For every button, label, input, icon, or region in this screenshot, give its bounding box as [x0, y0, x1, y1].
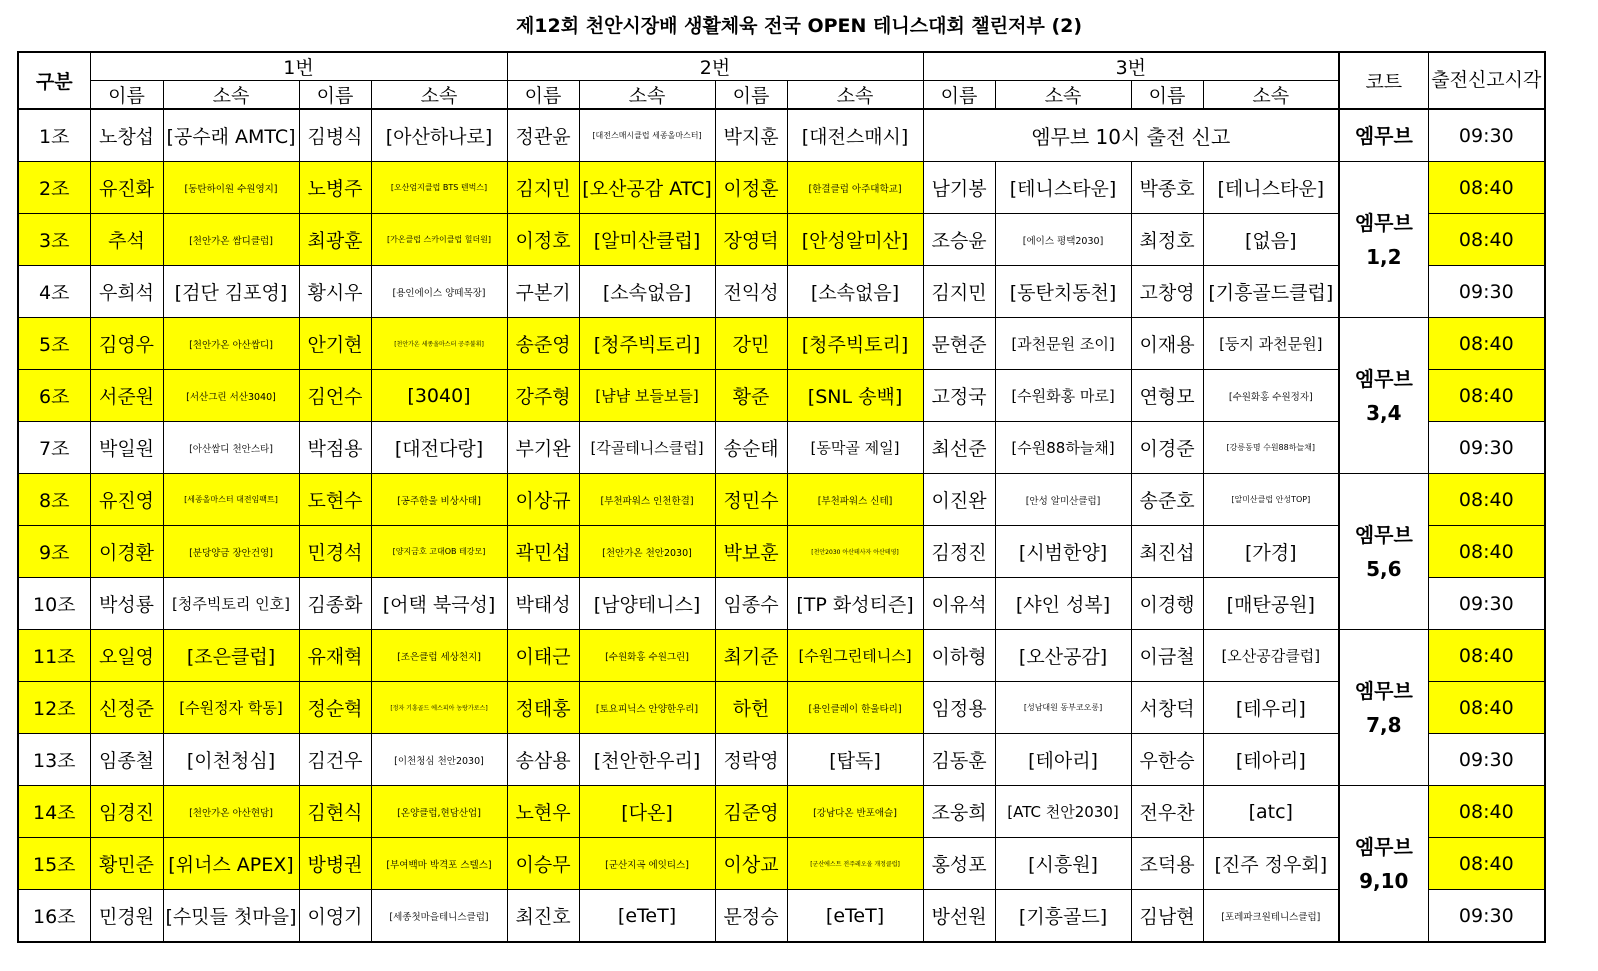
group-label: 14조 — [18, 786, 90, 838]
court-cell — [1339, 474, 1428, 630]
player-affiliation: [오산엄지클럽 BTS 텐벅스] — [371, 162, 507, 214]
player-name: 신정준 — [90, 682, 163, 734]
checkin-time: 09:30 — [1428, 266, 1545, 318]
header-row-columns — [18, 81, 1545, 110]
player-affiliation: [탑독] — [787, 734, 923, 786]
player-name: 박종호 — [1131, 162, 1203, 214]
player-name: 김동훈 — [923, 734, 995, 786]
table-row — [18, 474, 1545, 526]
player-affiliation: [조은클럽] — [163, 630, 299, 682]
checkin-time: 08:40 — [1428, 526, 1545, 578]
player-name: 김지민 — [507, 162, 579, 214]
header-name: 이름 — [299, 81, 371, 110]
player-name: 김종화 — [299, 578, 371, 630]
player-affiliation: [아산쌈디 천안스타] — [163, 422, 299, 474]
player-name: 박지훈 — [715, 109, 787, 162]
player-name: 전우찬 — [1131, 786, 1203, 838]
group-label: 2조 — [18, 162, 90, 214]
player-affiliation: [용인에이스 양떼목장] — [371, 266, 507, 318]
court-name: 엠무브 — [1354, 366, 1413, 391]
player-affiliation: [다온] — [579, 786, 715, 838]
table-row — [18, 109, 1545, 162]
group-label: 7조 — [18, 422, 90, 474]
player-name: 임정용 — [923, 682, 995, 734]
court-number: 3,4 — [1366, 400, 1402, 425]
player-affiliation: [부천파워스 인천한결] — [579, 474, 715, 526]
group-label: 6조 — [18, 370, 90, 422]
player-name: 조승윤 — [923, 214, 995, 266]
player-name: 도현수 — [299, 474, 371, 526]
player-name: 강민 — [715, 318, 787, 370]
player-name: 송삼용 — [507, 734, 579, 786]
player-affiliation: [동탄하이원 수원영지] — [163, 162, 299, 214]
court-number: 1,2 — [1366, 244, 1402, 269]
player-name: 박점용 — [299, 422, 371, 474]
table-row — [18, 890, 1545, 943]
header-affiliation: 소속 — [371, 81, 507, 110]
player-name: 이영기 — [299, 890, 371, 943]
player-name: 최기준 — [715, 630, 787, 682]
player-affiliation: [ATC 천안2030] — [995, 786, 1131, 838]
header-affiliation: 소속 — [787, 81, 923, 110]
notice-text: 엠무브 10시 출전 신고 — [923, 109, 1339, 162]
player-affiliation: [샤인 성복] — [995, 578, 1131, 630]
player-name: 송준영 — [507, 318, 579, 370]
checkin-time: 09:30 — [1428, 734, 1545, 786]
player-name: 최선준 — [923, 422, 995, 474]
player-name: 최광훈 — [299, 214, 371, 266]
table-row — [18, 318, 1545, 370]
player-name: 강주형 — [507, 370, 579, 422]
player-name: 김건우 — [299, 734, 371, 786]
player-affiliation: [검단 김포영] — [163, 266, 299, 318]
table-row — [18, 526, 1545, 578]
player-affiliation: [동탄치동천] — [995, 266, 1131, 318]
header-row-groups — [18, 52, 1545, 81]
player-affiliation: [남양테니스] — [579, 578, 715, 630]
player-name: 우희석 — [90, 266, 163, 318]
player-affiliation: [강릉동명 수원88하늘채] — [1203, 422, 1339, 474]
header-time: 출전신고시각 — [1428, 52, 1545, 109]
checkin-time: 08:40 — [1428, 370, 1545, 422]
player-affiliation: [둥지 과천문원] — [1203, 318, 1339, 370]
player-affiliation: [SNL 송백] — [787, 370, 923, 422]
court-name: 엠무브 — [1354, 210, 1413, 235]
player-name: 이경행 — [1131, 578, 1203, 630]
player-name: 임종수 — [715, 578, 787, 630]
group-label: 9조 — [18, 526, 90, 578]
court-number: 7,8 — [1366, 712, 1402, 737]
player-affiliation: [기흥골드클럽] — [1203, 266, 1339, 318]
checkin-time: 08:40 — [1428, 682, 1545, 734]
player-name: 이재용 — [1131, 318, 1203, 370]
header-group-3: 3번 — [923, 52, 1339, 81]
group-label: 4조 — [18, 266, 90, 318]
checkin-time: 08:40 — [1428, 214, 1545, 266]
table-row — [18, 162, 1545, 214]
court-cell — [1339, 786, 1428, 943]
player-affiliation: [3040] — [371, 370, 507, 422]
player-affiliation: [부천파워스 신테] — [787, 474, 923, 526]
header-name: 이름 — [715, 81, 787, 110]
checkin-time: 08:40 — [1428, 318, 1545, 370]
player-affiliation: [eTeT] — [579, 890, 715, 943]
player-name: 이정호 — [507, 214, 579, 266]
court-name: 엠무브 — [1354, 522, 1413, 547]
player-affiliation: [양지금호 고대OB 테강모] — [371, 526, 507, 578]
player-affiliation: [안성 알미산클럽] — [995, 474, 1131, 526]
player-affiliation: [매탄공원] — [1203, 578, 1339, 630]
player-name: 최정호 — [1131, 214, 1203, 266]
court-name: 엠무브 — [1354, 123, 1413, 148]
player-affiliation: [천안2030 아산테사자 아산테영] — [787, 526, 923, 578]
player-name: 우한승 — [1131, 734, 1203, 786]
group-label: 10조 — [18, 578, 90, 630]
player-affiliation: [대전스매시클럽 세종올마스터] — [579, 109, 715, 162]
schedule-table — [17, 51, 1546, 943]
player-name: 이상규 — [507, 474, 579, 526]
player-name: 홍성포 — [923, 838, 995, 890]
header-affiliation: 소속 — [995, 81, 1131, 110]
player-name: 이승무 — [507, 838, 579, 890]
player-name: 노현우 — [507, 786, 579, 838]
table-row — [18, 786, 1545, 838]
checkin-time: 09:30 — [1428, 890, 1545, 943]
player-name: 송순태 — [715, 422, 787, 474]
player-name: 고정국 — [923, 370, 995, 422]
player-affiliation: [청주빅토리] — [787, 318, 923, 370]
player-affiliation: [테니스타운] — [995, 162, 1131, 214]
player-name: 서준원 — [90, 370, 163, 422]
group-label: 5조 — [18, 318, 90, 370]
player-name: 오일영 — [90, 630, 163, 682]
player-affiliation: [진주 정우회] — [1203, 838, 1339, 890]
group-label: 11조 — [18, 630, 90, 682]
player-name: 장영덕 — [715, 214, 787, 266]
player-affiliation: [테니스타운] — [1203, 162, 1339, 214]
player-name: 황민준 — [90, 838, 163, 890]
player-affiliation: [세종첫마을테니스클럽] — [371, 890, 507, 943]
player-name: 김현식 — [299, 786, 371, 838]
player-affiliation: [공주한울 비상사태] — [371, 474, 507, 526]
player-name: 연형모 — [1131, 370, 1203, 422]
checkin-time: 09:30 — [1428, 422, 1545, 474]
player-affiliation: [천안가온 아산쌈디] — [163, 318, 299, 370]
header-name: 이름 — [507, 81, 579, 110]
player-name: 정민수 — [715, 474, 787, 526]
player-affiliation: [위너스 APEX] — [163, 838, 299, 890]
player-name: 정순혁 — [299, 682, 371, 734]
player-affiliation: [대전스매시] — [787, 109, 923, 162]
player-affiliation: [시흥원] — [995, 838, 1131, 890]
player-name: 황준 — [715, 370, 787, 422]
player-name: 유재혁 — [299, 630, 371, 682]
player-affiliation: [소속없음] — [787, 266, 923, 318]
court-cell — [1339, 630, 1428, 786]
player-name: 이상교 — [715, 838, 787, 890]
player-name: 노창섭 — [90, 109, 163, 162]
player-affiliation: [분당양금 장안건영] — [163, 526, 299, 578]
player-affiliation: [포레파크원테니스클럽] — [1203, 890, 1339, 943]
header-court: 코트 — [1339, 52, 1428, 109]
player-affiliation: [오산공감클럽] — [1203, 630, 1339, 682]
player-name: 곽민섭 — [507, 526, 579, 578]
player-name: 민경원 — [90, 890, 163, 943]
player-affiliation: [수원화홍 수원정자] — [1203, 370, 1339, 422]
player-name: 전익성 — [715, 266, 787, 318]
player-affiliation: [온양클럽,현담산업] — [371, 786, 507, 838]
table-row — [18, 630, 1545, 682]
player-name: 노병주 — [299, 162, 371, 214]
court-cell — [1339, 318, 1428, 474]
checkin-time: 08:40 — [1428, 474, 1545, 526]
player-name: 남기봉 — [923, 162, 995, 214]
checkin-time: 09:30 — [1428, 578, 1545, 630]
player-affiliation: [한결클럽 아주대학교] — [787, 162, 923, 214]
player-affiliation: [아산하나로] — [371, 109, 507, 162]
checkin-time: 08:40 — [1428, 630, 1545, 682]
player-affiliation: [청주빅토리 인호] — [163, 578, 299, 630]
checkin-time: 08:40 — [1428, 162, 1545, 214]
player-name: 박일원 — [90, 422, 163, 474]
player-affiliation: [수원화홍 마로] — [995, 370, 1131, 422]
player-affiliation: [수원88하늘채] — [995, 422, 1131, 474]
table-row — [18, 838, 1545, 890]
player-affiliation: [세종올마스터 대전임팩트] — [163, 474, 299, 526]
player-name: 김병식 — [299, 109, 371, 162]
player-name: 김정진 — [923, 526, 995, 578]
player-affiliation: [청주빅토리] — [579, 318, 715, 370]
player-affiliation: [군산지곡 에잇티스] — [579, 838, 715, 890]
player-affiliation: [각골테니스클럽] — [579, 422, 715, 474]
player-name: 부기완 — [507, 422, 579, 474]
player-name: 이금철 — [1131, 630, 1203, 682]
player-affiliation: [가온클럽 스카이클럽 힐더원] — [371, 214, 507, 266]
court-number: 5,6 — [1366, 556, 1402, 581]
player-name: 박성룡 — [90, 578, 163, 630]
player-affiliation: [천안가온 천안2030] — [579, 526, 715, 578]
player-name: 고창영 — [1131, 266, 1203, 318]
table-row — [18, 422, 1545, 474]
player-name: 구본기 — [507, 266, 579, 318]
player-affiliation: [이천청심 천안2030] — [371, 734, 507, 786]
player-affiliation: [에이스 평택2030] — [995, 214, 1131, 266]
player-affiliation: [토요피닉스 안양한우리] — [579, 682, 715, 734]
player-name: 유진영 — [90, 474, 163, 526]
player-affiliation: [소속없음] — [579, 266, 715, 318]
player-name: 황시우 — [299, 266, 371, 318]
player-name: 추석 — [90, 214, 163, 266]
player-affiliation: [과천문원 조이] — [995, 318, 1131, 370]
header-affiliation: 소속 — [1203, 81, 1339, 110]
player-name: 이경환 — [90, 526, 163, 578]
table-row — [18, 214, 1545, 266]
player-affiliation: [군산에스트 전주레오올 개정클럽] — [787, 838, 923, 890]
player-affiliation: [천안가온 아산현담] — [163, 786, 299, 838]
court-cell — [1339, 162, 1428, 318]
group-label: 3조 — [18, 214, 90, 266]
player-name: 유진화 — [90, 162, 163, 214]
player-affiliation: [eTeT] — [787, 890, 923, 943]
player-name: 서창덕 — [1131, 682, 1203, 734]
player-name: 송준호 — [1131, 474, 1203, 526]
player-name: 이정훈 — [715, 162, 787, 214]
table-row — [18, 370, 1545, 422]
player-affiliation: [기흥골드] — [995, 890, 1131, 943]
checkin-time: 08:40 — [1428, 786, 1545, 838]
player-name: 김언수 — [299, 370, 371, 422]
player-affiliation: [공수래 AMTC] — [163, 109, 299, 162]
player-affiliation: [부여백마 박격포 스텔스] — [371, 838, 507, 890]
header-affiliation: 소속 — [579, 81, 715, 110]
player-name: 최진섭 — [1131, 526, 1203, 578]
header-group-2: 2번 — [507, 52, 923, 81]
player-affiliation: [가경] — [1203, 526, 1339, 578]
player-name: 김영우 — [90, 318, 163, 370]
player-name: 정태홍 — [507, 682, 579, 734]
player-affiliation: [대전다랑] — [371, 422, 507, 474]
player-affiliation: [천안한우리] — [579, 734, 715, 786]
header-gubun: 구분 — [18, 52, 90, 109]
player-name: 이태근 — [507, 630, 579, 682]
header-name: 이름 — [90, 81, 163, 110]
player-affiliation: [수원정자 학동] — [163, 682, 299, 734]
player-affiliation: [오산공감 ATC] — [579, 162, 715, 214]
table-row — [18, 682, 1545, 734]
player-name: 방선원 — [923, 890, 995, 943]
player-affiliation: [이천청심] — [163, 734, 299, 786]
court-name: 엠무브 — [1354, 678, 1413, 703]
header-group-1: 1번 — [90, 52, 507, 81]
group-label: 16조 — [18, 890, 90, 943]
group-label: 1조 — [18, 109, 90, 162]
player-affiliation: [수원그린테니스] — [787, 630, 923, 682]
player-affiliation: [시범한양] — [995, 526, 1131, 578]
player-affiliation: [정자 기흥골드 에스피아 농랑가로스] — [371, 682, 507, 734]
player-affiliation: [용인클레이 한울타리] — [787, 682, 923, 734]
player-affiliation: [냠냠 보들보들] — [579, 370, 715, 422]
player-affiliation: [테아리] — [995, 734, 1131, 786]
checkin-time: 08:40 — [1428, 838, 1545, 890]
table-row — [18, 578, 1545, 630]
player-name: 민경석 — [299, 526, 371, 578]
group-label: 12조 — [18, 682, 90, 734]
player-name: 하헌 — [715, 682, 787, 734]
checkin-time: 09:30 — [1428, 109, 1545, 162]
player-name: 박보훈 — [715, 526, 787, 578]
player-affiliation: [수밋들 첫마을] — [163, 890, 299, 943]
table-row — [18, 734, 1545, 786]
player-affiliation: [강남다온 반포애슬] — [787, 786, 923, 838]
player-affiliation: [수원화홍 수원그린] — [579, 630, 715, 682]
table-row — [18, 266, 1545, 318]
player-affiliation: [천안가온 쌈디클럽] — [163, 214, 299, 266]
player-name: 문현준 — [923, 318, 995, 370]
player-affiliation: [동막골 제일] — [787, 422, 923, 474]
player-affiliation: [서산그린 서산3040] — [163, 370, 299, 422]
player-name: 임종철 — [90, 734, 163, 786]
player-affiliation: [없음] — [1203, 214, 1339, 266]
group-label: 15조 — [18, 838, 90, 890]
player-name: 박태성 — [507, 578, 579, 630]
header-affiliation: 소속 — [163, 81, 299, 110]
header-name: 이름 — [923, 81, 995, 110]
player-name: 문정승 — [715, 890, 787, 943]
player-name: 이진완 — [923, 474, 995, 526]
player-affiliation: [atc] — [1203, 786, 1339, 838]
header-name: 이름 — [1131, 81, 1203, 110]
player-name: 김남현 — [1131, 890, 1203, 943]
player-affiliation: [오산공감] — [995, 630, 1131, 682]
player-affiliation: [조은클럽 세상천지] — [371, 630, 507, 682]
group-label: 13조 — [18, 734, 90, 786]
player-name: 김지민 — [923, 266, 995, 318]
page-title: 제12회 천안시장배 생활체육 전국 OPEN 테니스대회 챌린저부 (2) — [515, 15, 1083, 37]
player-name: 최진호 — [507, 890, 579, 943]
court-cell — [1339, 109, 1428, 162]
player-name: 이하형 — [923, 630, 995, 682]
player-affiliation: [성남대원 동부코오롱] — [995, 682, 1131, 734]
player-name: 방병권 — [299, 838, 371, 890]
group-label: 8조 — [18, 474, 90, 526]
court-name: 엠무브 — [1354, 834, 1413, 859]
court-number: 9,10 — [1359, 868, 1409, 893]
player-affiliation: [어택 북극성] — [371, 578, 507, 630]
player-affiliation: [알미산클럽] — [579, 214, 715, 266]
player-name: 이유석 — [923, 578, 995, 630]
player-affiliation: [테우리] — [1203, 682, 1339, 734]
player-name: 조덕용 — [1131, 838, 1203, 890]
player-name: 임경진 — [90, 786, 163, 838]
player-affiliation: [테아리] — [1203, 734, 1339, 786]
player-name: 조웅희 — [923, 786, 995, 838]
player-name: 정락영 — [715, 734, 787, 786]
player-affiliation: [알미산클럽 안성TOP] — [1203, 474, 1339, 526]
player-name: 정관윤 — [507, 109, 579, 162]
player-affiliation: [천안가온 세종올마스터 공주불휘] — [371, 318, 507, 370]
player-affiliation: [TP 화성티즌] — [787, 578, 923, 630]
player-affiliation: [안성알미산] — [787, 214, 923, 266]
player-name: 김준영 — [715, 786, 787, 838]
player-name: 이경준 — [1131, 422, 1203, 474]
player-name: 안기현 — [299, 318, 371, 370]
